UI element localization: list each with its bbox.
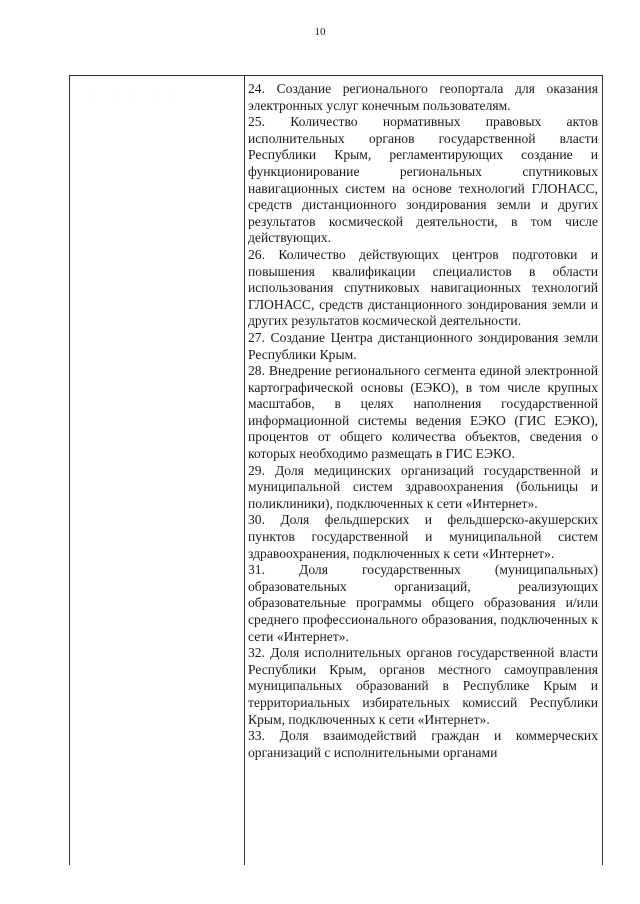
list-item: 26. Количество действующих центров подготовки и повышения квалификации специалистов в области использования спутниковых навигационных технологий ГЛОНАСС, средств дистанционного зондирования земли и других результатов космической деятельности. [248, 246, 598, 329]
page-number: 10 [314, 26, 326, 38]
table-right-cell [245, 76, 602, 865]
document-table [69, 75, 603, 865]
list-item: 24. Создание регионального геопортала для оказания электронных услуг конечным пользователям. [248, 81, 598, 113]
list-item: 30. Доля фельдшерских и фельдшерско-акушерских пунктов государственной и муниципальной систем здравоохранения, подключенных к сети «Интернет». [248, 512, 598, 561]
list-item: 27. Создание Центра дистанционного зондирования земли Республики Крым. [248, 329, 598, 362]
list-item: 29. Доля медицинских организаций государственной и муниципальной систем здравоохранения (больницы и поликлиники), подключенных к сети «Интернет». [248, 462, 598, 511]
scan-artifact: · · · · · [92, 92, 186, 101]
list-item: 31. Доля государственных (муниципальных) образовательных организаций, реализующих образовательные программы общего образования и/или среднего профессионального образования, подключенных к сети «Интернет». [248, 562, 598, 644]
table-left-cell [70, 76, 245, 865]
list-item: 25. Количество нормативных правовых актов исполнительных органов государственной власти Республики Крым, регламентирующих создание и функционирование региональных спутниковых навигационных систем на основе технологий ГЛОНАСС, средств дистанционного зондирования земли и других результатов космической деятельности, в том числе действующих. [248, 114, 598, 246]
list-item: 32. Доля исполнительных органов государственной власти Республики Крым, органов местного самоуправления муниципальных образований в Республике Крым и территориальных избирательных комиссий Республики Крым, подключенных к сети «Интернет». [248, 645, 598, 727]
list-item: 33. Доля взаимодействий граждан и коммерческих организаций с исполнительными органами [248, 728, 598, 760]
list-item: 28. Внедрение регионального сегмента единой электронной картографической основы (ЕЭКО), в том числе крупных масштабов, в целях наполнения государственной информационной системы ведения ЕЭКО (ГИС ЕЭКО), процентов от общего количества объектов, сведения о которых необходимо размещать в ГИС ЕЭКО. [248, 363, 598, 462]
